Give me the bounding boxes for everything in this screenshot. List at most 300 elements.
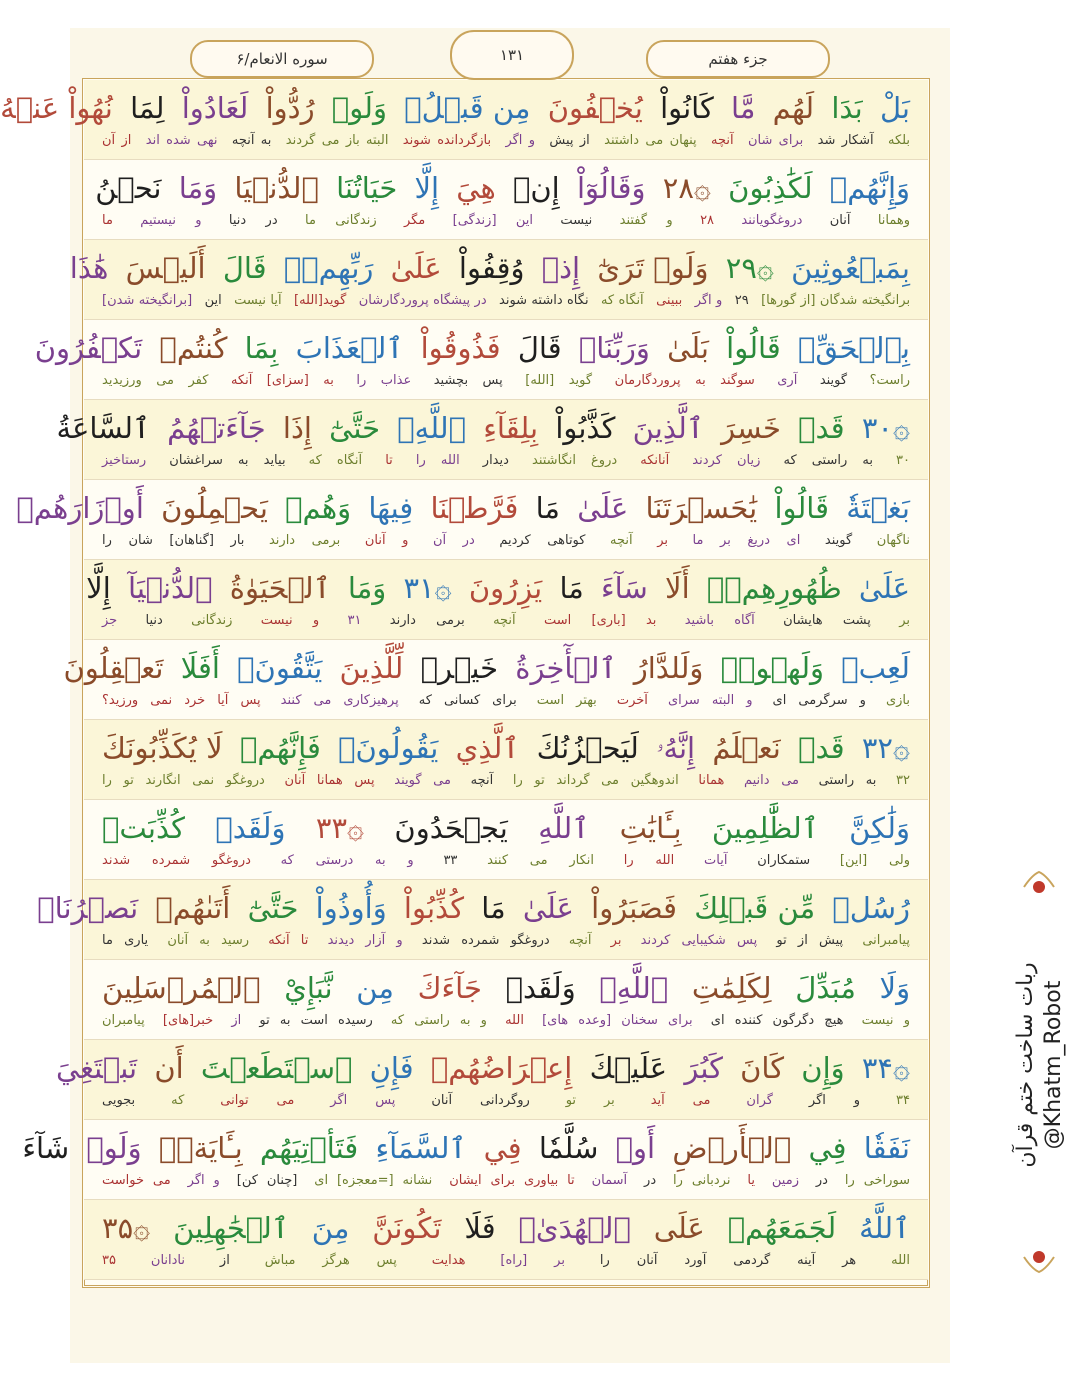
- translation-word: زیان کردند: [692, 453, 761, 468]
- arabic-word: ٱلۡمُرۡسَلِينَ: [102, 971, 261, 1005]
- translation-word: پس بچشید: [433, 373, 503, 388]
- translation-word: البته باز می گردند: [285, 133, 389, 148]
- translation-word: برانگیخته شدگان [از گورها]: [761, 293, 911, 308]
- arabic-word: قَالَ: [222, 251, 267, 285]
- translation-word: ۳۱: [347, 613, 362, 628]
- surah-label: [190, 40, 374, 78]
- arabic-text: [55, 1046, 914, 1090]
- translation-word: آنچه: [493, 613, 516, 628]
- watermark-line-2: @Khatm_Robot: [1041, 980, 1066, 1150]
- arabic-word: يَحۡمِلُونَ: [161, 491, 268, 525]
- translation-word: در پیشگاه پروردگارشان: [358, 293, 487, 308]
- translation-word: ۳۴: [896, 1093, 910, 1108]
- arabic-word: ٱلۡعَذَابَ: [295, 331, 404, 365]
- arabic-word: ۞۳۳: [315, 811, 365, 845]
- translation-word: عذاب را: [356, 373, 412, 388]
- translation-word: تا: [385, 453, 393, 468]
- arabic-word: مُبَدِّلَ: [795, 971, 856, 1005]
- translation-word: یاری ما: [102, 933, 149, 948]
- arabic-word: بَدَا: [831, 91, 863, 125]
- translation-word: بر: [657, 533, 668, 548]
- arabic-word: مِن: [356, 971, 394, 1005]
- arabic-word: جَآءَكَ: [417, 971, 482, 1005]
- arabic-word: بِـَٔايَةٖۚ: [158, 1131, 243, 1165]
- arabic-word: جَآءَتۡهُمُ: [167, 411, 266, 445]
- translation-word: این [زندگی]: [452, 213, 534, 228]
- arabic-word: أَلَا: [665, 571, 690, 605]
- arabic-word: قَالُواْ: [726, 331, 781, 365]
- arabic-word: لَهُم: [772, 91, 815, 125]
- arabic-word: نَحۡنُ: [95, 171, 162, 205]
- arabic-text: [98, 966, 914, 1010]
- arabic-word: فَرَّطۡنَا: [430, 491, 519, 525]
- arabic-text: [98, 806, 914, 850]
- persian-translation: [98, 290, 914, 312]
- translation-word: همانا: [698, 773, 725, 788]
- translation-word: دروغ انگاشتند: [532, 453, 618, 468]
- translation-word: آیا نیست: [234, 293, 282, 308]
- arabic-word: وَلَقَدۡ: [505, 971, 576, 1005]
- arabic-word: فَإِنِ: [369, 1051, 414, 1085]
- verse-line: [69, 240, 928, 320]
- arabic-word: ۞۳۰: [861, 411, 910, 445]
- arabic-word: ٱللَّهُ: [859, 1211, 911, 1245]
- translation-word: از: [231, 1013, 242, 1028]
- translation-word: الله: [891, 1253, 910, 1268]
- arabic-word: أَن: [154, 1051, 184, 1085]
- arabic-word: حَيَاتُنَا: [336, 171, 398, 205]
- translation-word: ببینی: [656, 293, 683, 308]
- arabic-word: كَانُواْ: [660, 91, 714, 125]
- arabic-word: فِي: [483, 1131, 522, 1165]
- arabic-word: نَصۡرُنَاۚ: [37, 891, 139, 925]
- arabic-word: خَسِرَ: [721, 411, 781, 445]
- arabic-word: إِنۡ: [512, 171, 560, 205]
- translation-word: برای سخنان [وعده های]: [542, 1013, 693, 1028]
- arabic-text: [16, 486, 914, 530]
- arabic-word: كُنتُمۡ: [159, 331, 228, 365]
- arabic-word: ٱلَّذِينَ: [632, 411, 704, 445]
- page-number-badge: [450, 30, 574, 80]
- arabic-word: ٱلۡهُدَىٰۚ: [518, 1211, 631, 1245]
- translation-word: و نیست: [260, 613, 320, 628]
- arabic-text: [95, 166, 914, 210]
- translation-word: [برانگیخته شدن]: [102, 293, 193, 308]
- arabic-word: إِلَّا: [414, 171, 440, 205]
- translation-word: آشکار شد: [817, 133, 874, 148]
- arabic-word: بَلْ: [879, 91, 910, 125]
- page-number: ۱۳۱: [499, 46, 525, 64]
- persian-translation: [98, 370, 914, 392]
- arabic-text: [34, 326, 914, 370]
- translation-word: برمی دارند: [389, 613, 465, 628]
- arabic-word: وَلَوۡ تَرَىٰٓ: [597, 251, 709, 285]
- arabic-word: كُذِّبُواْ: [403, 891, 465, 925]
- translation-word: انکار می کنند: [487, 853, 594, 868]
- arabic-word: ٱلۡحَيَوٰةُ: [229, 571, 331, 605]
- verse-line: [84, 960, 928, 1040]
- translation-word: و به درستی که: [280, 853, 414, 868]
- arabic-word: كَبُرَ: [684, 1051, 723, 1085]
- arabic-word: ٱلدُّنۡيَآ: [128, 571, 213, 605]
- arabic-word: ٱلۡأَرۡضِ: [672, 1131, 792, 1165]
- translation-word: ای دریغ بر ما: [692, 533, 801, 548]
- translation-word: بار [گناهان] شان را: [102, 533, 245, 548]
- arabic-word: نَعۡلَمُ: [712, 731, 781, 765]
- translation-word: می دانیم: [743, 773, 799, 788]
- translation-word: آگاه باشید: [684, 613, 755, 628]
- arabic-word: تَعۡقِلُونَ: [63, 651, 164, 685]
- translation-word: ولی [این]: [839, 853, 911, 868]
- translation-word: کوتاهی کردیم: [499, 533, 586, 548]
- arabic-word: كَذَّبُواْ: [555, 411, 616, 445]
- arabic-word: شَآءَ: [22, 1131, 70, 1165]
- translation-word: آنان: [829, 213, 851, 228]
- translation-word: بیاید به سراغشان: [169, 453, 286, 468]
- persian-translation: [98, 450, 914, 472]
- arabic-word: ۞۳۵: [102, 1211, 151, 1245]
- translation-word: مگر: [403, 213, 426, 228]
- arabic-text: [98, 1206, 914, 1250]
- arabic-word: سُلَّمٗا: [538, 1131, 599, 1165]
- translation-word: نادانان: [150, 1253, 185, 1268]
- verse-line: [55, 1040, 928, 1120]
- arabic-word: فَإِنَّهُمۡ: [239, 731, 321, 765]
- translation-word: گوید[الله]: [294, 293, 347, 308]
- translation-word: به [سزای] آنکه: [230, 373, 334, 388]
- verse-line: [84, 720, 928, 800]
- translation-word: و اگر: [187, 1173, 220, 1188]
- arabic-word: وَأُوذُواْ: [315, 891, 387, 925]
- arabic-word: مَا: [535, 491, 560, 525]
- translation-word: و آزار دیدند: [327, 933, 403, 948]
- arabic-word: لِمَا: [130, 91, 165, 125]
- translation-word: پس همانا آنان: [284, 773, 375, 788]
- arabic-word: يَٰحَسۡرَتَنَا: [645, 491, 758, 525]
- arabic-word: يَزِرُونَ: [468, 571, 543, 605]
- translation-word: آنچه: [610, 533, 633, 548]
- arabic-word: ٱللَّهِۚ: [599, 971, 669, 1005]
- translation-word: تا بیاوری برای ایشان: [449, 1173, 575, 1188]
- arabic-word: عَلَى: [653, 1211, 705, 1245]
- translation-word: بر: [610, 933, 622, 948]
- translation-word: گران: [746, 1093, 773, 1108]
- translation-word: زندگانی: [191, 613, 233, 628]
- translation-word: پس هرگز مباش: [264, 1253, 397, 1268]
- translation-word: خبر[های]: [162, 1013, 214, 1028]
- translation-word: و نیستیم: [140, 213, 202, 228]
- arabic-word: وَمَا: [178, 171, 218, 205]
- arabic-word: لَعِبٞ: [841, 651, 910, 685]
- translation-word: پیامبرانی: [862, 933, 910, 948]
- translation-word: پنهان می داشتند: [604, 133, 697, 148]
- arabic-word: عَلَىٰ: [390, 251, 442, 285]
- arabic-text: [69, 246, 914, 290]
- arabic-word: لَعَادُواْ: [181, 91, 249, 125]
- translation-word: ناگهان: [876, 533, 911, 548]
- translation-word: بر: [899, 613, 910, 628]
- translation-word: تا آنکه: [268, 933, 309, 948]
- arabic-word: فَلَا: [464, 1211, 496, 1245]
- translation-word: [چنان کن]: [236, 1173, 298, 1188]
- translation-word: این: [204, 293, 222, 308]
- arabic-word: رُسُلٞ: [832, 891, 910, 925]
- translation-word: در: [644, 1173, 657, 1188]
- persian-translation: [98, 530, 914, 552]
- persian-translation: [98, 1010, 914, 1032]
- arabic-word: أَتَىٰهُمۡ: [155, 891, 231, 925]
- translation-word: الله را: [623, 853, 675, 868]
- translation-word: و البته سرای: [667, 693, 753, 708]
- arabic-word: ۞۳۲: [861, 731, 910, 765]
- translation-word: آنچه: [470, 773, 494, 788]
- translation-word: رسید به آنان: [167, 933, 249, 948]
- translation-word: دروغگو شمرده شدند: [102, 853, 251, 868]
- arabic-text: [37, 886, 914, 930]
- translation-word: در دنیا: [228, 213, 278, 228]
- arabic-word: عَلَيۡكَ: [589, 1051, 668, 1085]
- arabic-word: وَقَالُوٓاْ: [576, 171, 646, 205]
- arabic-word: وَلَٰكِنَّ: [849, 811, 911, 845]
- arabic-word: ٱلَّذِي: [455, 731, 520, 765]
- translation-word: برای کسانی که: [418, 693, 517, 708]
- arabic-word: قَالَ: [517, 331, 562, 365]
- translation-word: نیست: [560, 213, 593, 228]
- arabic-word: يَجۡحَدُونَ: [394, 811, 508, 845]
- arabic-text: [56, 406, 914, 450]
- arabic-word: ٱللَّهِ: [538, 811, 590, 845]
- arabic-word: لِّلَّذِينَ: [339, 651, 404, 685]
- arabic-word: وَلَقَدۡ: [215, 811, 286, 845]
- arabic-word: بِمَا: [244, 331, 279, 365]
- arabic-word: تَكۡفُرُونَ: [34, 331, 143, 365]
- arabic-word: مَا: [481, 891, 506, 925]
- translation-word: دروغگویانند: [741, 213, 803, 228]
- translation-word: بر تو: [565, 1093, 615, 1108]
- page-header: [70, 30, 950, 80]
- arabic-word: رُدُّواْ: [265, 91, 315, 125]
- translation-word: بازگردانده شوند: [402, 133, 492, 148]
- watermark-side: [1012, 880, 1072, 1250]
- translation-word: پشت هایشان: [783, 613, 871, 628]
- arabic-text: [98, 726, 914, 770]
- persian-translation: [98, 690, 914, 712]
- translation-word: و به راستی که: [390, 1013, 487, 1028]
- translation-word: الله: [505, 1013, 524, 1028]
- arabic-word: بِمَبۡعُوثِينَ: [791, 251, 910, 285]
- arabic-word: وَلَوۡ: [86, 1131, 142, 1165]
- translation-word: پس شکیبایی کردند: [640, 933, 758, 948]
- translation-word: ۲۸: [700, 213, 715, 228]
- translation-word: ما: [102, 213, 113, 228]
- arabic-word: لَكَٰذِبُونَ: [728, 171, 813, 205]
- translation-word: و نیست: [861, 1013, 910, 1028]
- translation-word: سوگند به پروردگارمان: [614, 373, 755, 388]
- translation-word: به راستی که: [783, 453, 873, 468]
- arabic-word: إِذۡ: [541, 251, 581, 285]
- translation-word: برمی دارند: [268, 533, 341, 548]
- arabic-word: فِي: [808, 1131, 847, 1165]
- translation-word: به آنچه: [231, 133, 272, 148]
- arabic-word: إِنَّهُۥ: [656, 731, 696, 765]
- translation-word: در آن: [432, 533, 475, 548]
- arabic-word: ٱسۡتَطَعۡتَ: [200, 1051, 353, 1085]
- arabic-word: تَكُونَنَّ: [372, 1211, 442, 1245]
- arabic-text: [63, 646, 914, 690]
- arabic-word: وَلَهۡوٞۖ: [720, 651, 825, 685]
- translation-word: وهمانا: [877, 213, 911, 228]
- translation-word: گوید [الله]: [525, 373, 593, 388]
- arabic-word: ۞۳۱: [403, 571, 452, 605]
- translation-word: که: [171, 1093, 185, 1108]
- translation-word: الله را: [415, 453, 460, 468]
- translation-word: پس اگر: [330, 1093, 396, 1108]
- translation-word: هر آینه گردمی آورد آنان را: [599, 1253, 857, 1268]
- translation-word: پیامبران: [102, 1013, 145, 1028]
- translation-word: از پیش: [549, 133, 590, 148]
- arabic-word: لَيَحۡزُنُكَ: [536, 731, 639, 765]
- arabic-word: حَتَّىٰٓ: [247, 891, 299, 925]
- arabic-word: بِٱلۡحَقِّۚ: [797, 331, 910, 365]
- arabic-word: حَتَّىٰٓ: [329, 411, 381, 445]
- arabic-word: عَلَىٰ: [522, 891, 574, 925]
- verse-lines: [0, 80, 928, 1280]
- verse-line: [84, 1200, 928, 1280]
- arabic-word: فَتَأۡتِيَهُم: [259, 1131, 359, 1165]
- arabic-word: وَلَا: [879, 971, 911, 1005]
- arabic-word: يُخۡفُونَ: [547, 91, 643, 125]
- translation-word: ۳۵: [102, 1253, 116, 1268]
- arabic-word: إِعۡرَاضُهُمۡ: [430, 1051, 573, 1085]
- arabic-word: وُقِفُواْ: [458, 251, 525, 285]
- translation-word: آنگاه که: [308, 453, 363, 468]
- translation-word: و گفتند: [619, 213, 673, 228]
- translation-word: بجویی: [102, 1093, 136, 1108]
- translation-word: از آن: [102, 133, 132, 148]
- arabic-word: وَإِنَّهُمۡ: [829, 171, 910, 205]
- translation-word: آنگاه که: [600, 293, 644, 308]
- arabic-word: ٱلسَّمَآءِ: [375, 1131, 467, 1165]
- arabic-word: لَجَمَعَهُمۡ: [727, 1211, 837, 1245]
- arabic-word: ٱلسَّاعَةُ: [56, 411, 150, 445]
- translation-word: دنیا: [145, 613, 163, 628]
- arabic-word: كَانَ: [740, 1051, 785, 1085]
- translation-word: به راستی: [818, 773, 877, 788]
- arabic-word: مِن قَبۡلُۖ: [404, 91, 531, 125]
- watermark-text: [1012, 880, 1072, 1250]
- translation-word: دیدار: [482, 453, 509, 468]
- translation-word: و اگر: [505, 133, 536, 148]
- translation-word: آسمان: [591, 1173, 628, 1188]
- translation-word: و اگر: [694, 293, 723, 308]
- translation-word: جز: [102, 613, 118, 628]
- arabic-word: فَذُوقُواْ: [420, 331, 501, 365]
- translation-word: ۳۲: [896, 773, 911, 788]
- arabic-word: أَوۡزَارَهُمۡ: [16, 491, 144, 525]
- translation-word: زمین: [771, 1173, 799, 1188]
- translation-word: آخرت: [616, 693, 648, 708]
- watermark-line-1: ربات ساخت ختم قرآن: [1013, 962, 1038, 1168]
- translation-word: می توانی: [220, 1093, 295, 1108]
- arabic-word: نُهُواْ عَنۡهُ: [0, 91, 113, 125]
- arabic-word: فَصَبَرُواْ: [591, 891, 677, 925]
- arabic-word: قَالُواْ: [774, 491, 830, 525]
- arabic-word: أَلَيۡسَ: [125, 251, 206, 285]
- translation-word: بر [راه]: [500, 1253, 565, 1268]
- verse-line: [84, 560, 928, 640]
- translation-word: و سرگرمی ای: [772, 693, 866, 708]
- arabic-word: مَّا: [731, 91, 756, 125]
- arabic-word: بَلَىٰ: [667, 331, 709, 365]
- surah-name: سوره الانعام/۶: [236, 50, 328, 68]
- translation-word: آنچه: [568, 933, 592, 948]
- arabic-word: ٱلۡجَٰهِلِينَ: [173, 1211, 289, 1245]
- translation-word: کفر می ورزیدید: [102, 373, 209, 388]
- arabic-word: فِيهَا: [368, 491, 414, 525]
- verse-line: [63, 640, 928, 720]
- translation-word: آری: [777, 373, 798, 388]
- arabic-word: عَلَىٰ: [577, 491, 629, 525]
- verse-line: [56, 400, 928, 480]
- translation-word: بهتر است: [536, 693, 597, 708]
- arabic-word: إِذَا: [282, 411, 312, 445]
- arabic-word: ظُهُورِهِمۡۚ: [706, 571, 842, 605]
- arabic-word: ٱللَّهِۖ: [397, 411, 467, 445]
- arabic-word: ٱلظَّٰلِمِينَ: [711, 811, 819, 845]
- ornament-bottom-icon: [1022, 1240, 1056, 1274]
- arabic-word: هَٰذَا: [69, 251, 109, 285]
- verse-line: [16, 480, 928, 560]
- translation-word: پیش از تو: [776, 933, 844, 948]
- translation-word: زندگانی ما: [305, 213, 377, 228]
- arabic-word: رَبِّهِمۡۚ: [283, 251, 374, 285]
- translation-word: می خواست: [102, 1173, 171, 1188]
- verse-line: [0, 80, 928, 160]
- arabic-word: هِيَ: [456, 171, 496, 205]
- juz-name: جزء هفتم: [708, 50, 768, 68]
- translation-word: رستاخیز: [102, 453, 147, 468]
- arabic-word: قَدۡ: [798, 731, 845, 765]
- translation-word: نشانه [=معجزه] ای: [314, 1173, 433, 1188]
- arabic-word: مِّن قَبۡلِكَ: [694, 891, 816, 925]
- arabic-word: مَا: [559, 571, 584, 605]
- arabic-word: وَهُمۡ: [285, 491, 352, 525]
- arabic-word: نَفَقٗا: [863, 1131, 910, 1165]
- translation-word: ۳۳: [443, 853, 458, 868]
- arabic-word: وَرَبِّنَاۚ: [578, 331, 650, 365]
- translation-word: بازی: [885, 693, 910, 708]
- arabic-text: [0, 86, 914, 130]
- arabic-word: ۞۲۹: [725, 251, 774, 285]
- arabic-text: [86, 566, 914, 610]
- arabic-word: بِلِقَآءِ: [483, 411, 539, 445]
- arabic-word: أَوۡ: [615, 1131, 656, 1165]
- persian-translation: [98, 1250, 914, 1272]
- verse-line: [84, 800, 928, 880]
- juz-label: [646, 40, 830, 78]
- persian-translation: [98, 770, 914, 792]
- translation-word: رسیده است به تو: [259, 1013, 373, 1028]
- persian-translation: [98, 610, 914, 632]
- verse-line: [34, 320, 928, 400]
- translation-word: ستمکاران: [757, 853, 811, 868]
- translation-word: هیچ دگرگون کننده ای: [710, 1013, 844, 1028]
- arabic-word: كُذِّبَتۡ: [102, 811, 185, 845]
- arabic-word: ٱلۡأٓخِرَةُ: [515, 651, 617, 685]
- arabic-word: لِكَلِمَٰتِ: [691, 971, 772, 1005]
- translation-word: می آید: [650, 1093, 711, 1108]
- arabic-word: تَبۡتَغِيَ: [55, 1051, 138, 1085]
